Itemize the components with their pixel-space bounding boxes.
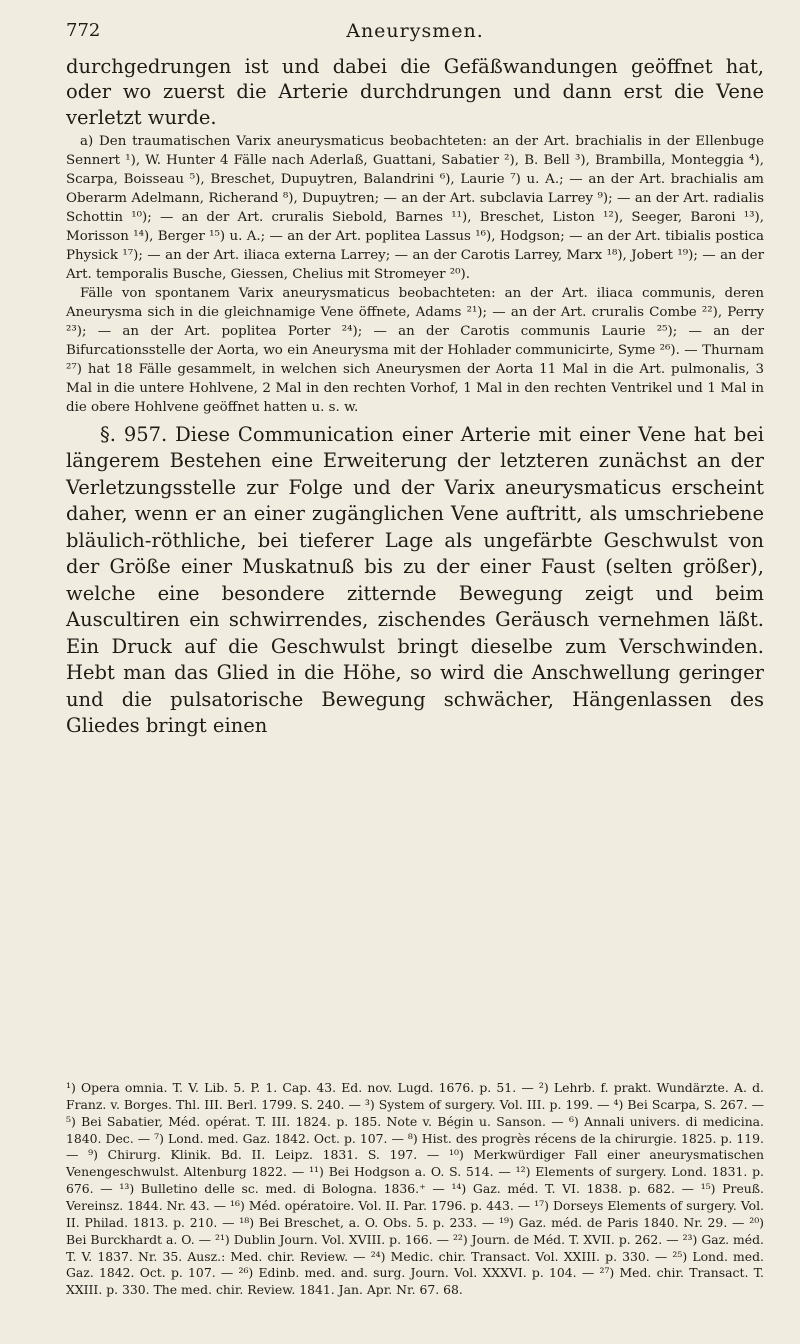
footnote-text: ¹) Opera omnia. T. V. Lib. 5. P. 1. Cap. 43. Ed. nov. Lugd. 1676. p. 51. — ²) Lehrb. f. prakt. Wundärzte. A. d. Franz. v. Borges. Thl. III. Berl. 1799. S. 240. — ³) System of surgery. Vol. III. p. 199. — ⁴) Bei Scarpa, S. 267. — ⁵) Bei Sabatier, Méd. opérat. T. III. 1824. p. 185. Note v. Bégin u. Sanson. — ⁶) Annali univers. di medicina. 1840. Dec. — ⁷) Lond. med. Gaz. 1842. Oct. p. 107. — ⁸) Hist. des progrès récens de la chirurgie. 1825. p. 119. — ⁹) Chirurg. Klinik. Bd. II. Leipz. 1831. S. 197. — ¹⁰) Merkwürdiger Fall einer aneurysmatischen Venengeschwulst. Altenburg 1822. — ¹¹) Bei Hodgson a. O. S. 514. — ¹²) Elements of surgery. Lond. 1831. p. 676. — ¹³) Bulletino delle sc. med. di Bologna. 1836.⁺ — ¹⁴) Gaz. méd. T. VI. 1838. p. 682. — ¹⁵) Preuß. Vereinsz. 1844. Nr. 43. — ¹⁶) Méd. opératoire. Vol. II. Par. 1796. p. 443. — ¹⁷) Dorseys Elements of surgery. Vol. II. Philad. 1813. p. 210. — ¹⁸) Bei Breschet, a. O. Obs. 5. p. 233. — ¹⁹) Gaz. méd. de Paris 1840. Nr. 29. — ²⁰) Bei Burckhardt a. O. — ²¹) Dublin Journ. Vol. XVIII. p. 166. — ²²) Journ. de Méd. T. XVII. p. 262. — ²³) Gaz. méd. T. V. 1837. Nr. 35. Ausz.: Med. chir. Review. — ²⁴) Medic. chir. Transact. Vol. XXIII. p. 330. — ²⁵) Lond. med. Gaz. 1842. Oct. p. 107. — ²⁶) Edinb. med. and. surg. Journ. Vol. XXXVI. p. 104. — ²⁷) Med. chir. Transact. T. XXIII. p. 330. The med. chir. Review. 1841. Jan. Apr. Nr. 67. 68. [66,1080,764,1298]
footnotes [66,1080,764,1299]
traumatic-varix-paragraph: a) Den traumatischen Varix aneurysmaticus beobachteten: an der Art. brachialis in der Ellenbuge Sennert ¹), W. Hunter 4 Fälle nach Aderlaß, Guattani, Sabatier ²), B. Bell ³), Brambilla, Monteggia ⁴), Scarpa, Boisseau ⁵), Breschet, Dupuytren, Balandrini ⁶), Laurie ⁷) u. A.; — an der Art. brachialis am Oberarm Adelmann, Richerand ⁸), Dupuytren; — an der Art. subclavia Larrey ⁹); — an der Art. radialis Schottin ¹⁰); — an der Art. cruralis Siebold, Barnes ¹¹), Breschet, Liston ¹²), Seeger, Baroni ¹³), Morisson ¹⁴), Berger ¹⁵) u. A.; — an der Art. poplitea Lassus ¹⁶), Hodgson; — an der Art. tibialis postica Physick ¹⁷); — an der Art. iliaca externa Larrey; — an der Carotis Larrey, Marx ¹⁸), Jobert ¹⁹); — an der Art. temporalis Busche, Giessen, Chelius mit Stromeyer ²⁰). [66,134,764,283]
intro-paragraph: durchgedrungen ist und dabei die Gefäßwandungen geöffnet hat, oder wo zuerst die Arterie durchdrungen und dann erst die Vene verletzt wurde. [66,55,764,129]
main-text [66,54,764,740]
running-title: Aneurysmen. [346,20,484,42]
spontaneous-varix-paragraph: Fälle von spontanem Varix aneurysmaticus beobachteten: an der Art. iliaca communis, deren Aneurysma sich in die gleichnamige Vene öffnete, Adams ²¹); — an der Art. cruralis Combe ²²), Perry ²³); — an der Art. poplitea Porter ²⁴); — an der Carotis communis Laurie ²⁵); — an der Bifurcationsstelle der Aorta, wo ein Aneurysma mit der Hohlader communicirte, Syme ²⁶). — Thurnam ²⁷) hat 18 Fälle gesammelt, in welchen sich Aneurysmen der Aorta 11 Mal in die Art. pulmonalis, 3 Mal in die untere Hohlvene, 2 Mal in den rechten Vorhof, 1 Mal in den rechten Ventrikel und 1 Mal in die obere Hohlvene geöffnet hatten u. s. w. [66,286,764,416]
page-number: 772 [66,20,101,41]
page-header [66,20,764,46]
section-957: §. 957. Diese Communication einer Arterie mit einer Vene hat bei längerem Bestehen eine Erweiterung der letzteren zunächst an der Verletzungsstelle zur Folge und der Varix aneurysmaticus erscheint daher, wenn er an einer zugänglichen Vene auftritt, als umschriebene bläulich-röthliche, bei tieferer Lage als ungefärbte Geschwulst von der Größe einer Muskatnuß bis zu der einer Faust (selten größer), welche eine besondere zitternde Bewegung zeigt und beim Auscultiren ein schwirrendes, zischendes Geräusch vernehmen läßt. Ein Druck auf die Geschwulst bringt dieselbe zum Verschwinden. Hebt man das Glied in die Höhe, so wird die Anschwellung geringer und die pulsatorische Bewegung schwächer, Hängenlassen des Gliedes bringt einen [66,422,764,738]
